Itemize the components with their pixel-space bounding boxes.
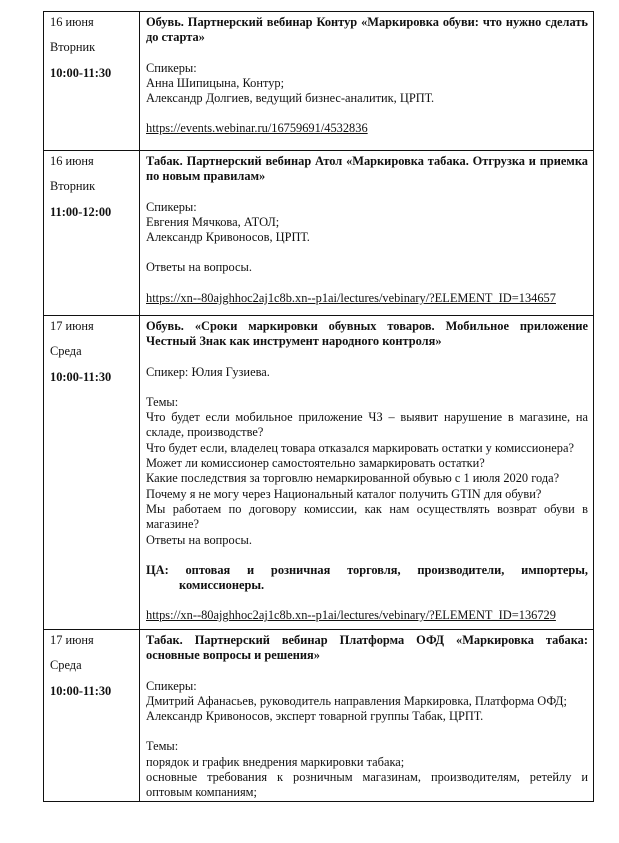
table-row — [44, 12, 594, 151]
event-weekday: Среда — [50, 658, 82, 673]
content-cell — [140, 316, 594, 630]
topic-item: порядок и график внедрения маркировки табака; — [146, 754, 405, 769]
event-date: 17 июня — [50, 633, 94, 647]
topic-item: Ответы на вопросы. — [146, 532, 252, 547]
webinar-link[interactable]: https://xn--80ajghhoc2aj1c8b.xn--p1ai/lectures/vebinary/?ELEMENT_ID=134657 — [146, 290, 556, 305]
speaker-line: Александр Кривоносов, ЦРПТ. — [146, 230, 310, 245]
table-row — [44, 630, 594, 802]
webinar-link[interactable]: https://events.webinar.ru/16759691/4532836 — [146, 121, 368, 136]
topic-item: основные требования к розничным магазинам, производителям, ретейлу и оптовым компаниям; — [146, 770, 588, 800]
webinar-schedule-table — [43, 11, 594, 802]
topic-item: Почему я не могу через Национальный каталог получить GTIN для обуви? — [146, 486, 542, 501]
content-cell — [140, 151, 594, 316]
webinar-link[interactable]: https://xn--80ajghhoc2aj1c8b.xn--p1ai/lectures/vebinary/?ELEMENT_ID=136729 — [146, 608, 556, 623]
event-weekday: Среда — [50, 344, 82, 359]
event-time: 10:00-11:30 — [50, 369, 112, 384]
table-row — [44, 316, 594, 630]
event-weekday: Вторник — [50, 40, 96, 55]
content-cell — [140, 630, 594, 802]
speaker-line: Александр Кривоносов, эксперт товарной группы Табак, ЦРПТ. — [146, 709, 484, 724]
topic-item: Что будет если, владелец товара отказался маркировать остатки у комиссионера? — [146, 440, 574, 455]
event-time: 10:00-11:30 — [50, 65, 112, 80]
content-cell — [140, 12, 594, 151]
event-title: Табак. Партнерский вебинар Платформа ОФД «Маркировка табака: основные вопросы и решения» — [146, 633, 588, 663]
event-weekday: Вторник — [50, 179, 96, 194]
event-title: Обувь. «Сроки маркировки обувных товаров. Мобильное приложение Честный Знак как инструмент народного контроля» — [146, 319, 588, 349]
event-title: Табак. Партнерский вебинар Атол «Маркировка табака. Отгрузка и приемка по новым правилам» — [146, 154, 588, 184]
date-cell — [44, 630, 140, 802]
date-cell — [44, 12, 140, 151]
speaker-line: Анна Шипицына, Контур; — [146, 75, 285, 90]
speaker-line: Дмитрий Афанасьев, руководитель направления Маркировка, Платформа ОФД; — [146, 693, 567, 708]
date-cell — [44, 151, 140, 316]
speaker-line: Спикер: Юлия Гузиева. — [146, 364, 270, 379]
topics-label: Темы: — [146, 739, 179, 754]
target-audience: ЦА: оптовая и розничная торговля, производители, импортеры, комиссионеры. — [146, 562, 588, 593]
event-title: Обувь. Партнерский вебинар Контур «Маркировка обуви: что нужно сделать до старта» — [146, 15, 588, 45]
topic-item: Мы работаем по договору комиссии, как нам осуществлять возврат обуви в магазине? — [146, 501, 588, 532]
event-time: 10:00-11:30 — [50, 683, 112, 698]
qa-note: Ответы на вопросы. — [146, 260, 252, 275]
speakers-label: Спикеры: — [146, 199, 197, 214]
speakers-label: Спикеры: — [146, 60, 197, 75]
event-date: 17 июня — [50, 319, 94, 333]
event-date: 16 июня — [50, 15, 94, 29]
topic-item: Какие последствия за торговлю немаркированной обувью с 1 июля 2020 года? — [146, 471, 560, 486]
topic-item: Может ли комиссионер самостоятельно замаркировать остатки? — [146, 456, 485, 471]
table-row — [44, 151, 594, 316]
date-cell — [44, 316, 140, 630]
speaker-line: Александр Долгиев, ведущий бизнес-аналитик, ЦРПТ. — [146, 91, 435, 106]
event-time: 11:00-12:00 — [50, 204, 112, 219]
event-date: 16 июня — [50, 154, 94, 168]
topics-label: Темы: — [146, 394, 179, 409]
speaker-line: Евгения Мячкова, АТОЛ; — [146, 214, 280, 229]
topic-item: Что будет если мобильное приложение ЧЗ – выявит нарушение в магазине, на складе, производстве? — [146, 410, 588, 440]
speakers-label: Спикеры: — [146, 678, 197, 693]
